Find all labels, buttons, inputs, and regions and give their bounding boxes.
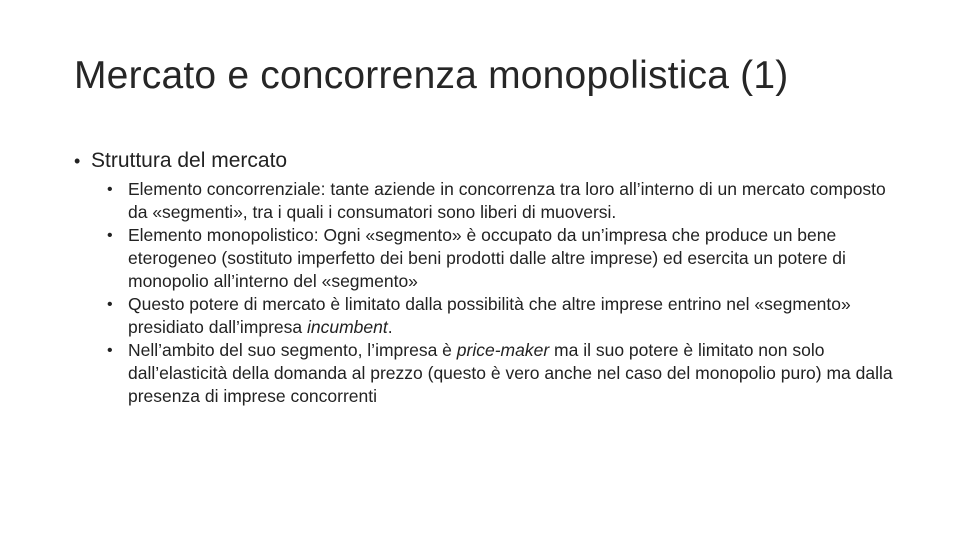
bullet-icon: • — [74, 151, 81, 171]
slide-content — [74, 146, 904, 408]
bullet-icon: • — [107, 227, 113, 244]
bullet-level2-item — [74, 178, 898, 224]
bullet-text-before: Questo potere di mercato è limitato dalla possibilità che altre imprese entrino nel «segmento» presidiato dall’impresa — [128, 294, 851, 337]
bullet-emphasis: incumbent — [306, 317, 388, 337]
bullet-emphasis: price-maker — [456, 340, 550, 360]
bullet-level2-item — [74, 339, 898, 408]
bullet-level1 — [74, 146, 904, 176]
bullet-level2-item — [74, 293, 898, 339]
bullet-text: Elemento monopolistico: Ogni «segmento» è occupato da un’impresa che produce un bene eterogeneo (sostituto imperfetto dei beni prodotti dalle altre imprese) ed esercita un potere di monopolio all’interno del «segmento» — [128, 225, 846, 291]
bullet-icon: • — [107, 181, 113, 198]
bullet-icon: • — [107, 296, 113, 313]
bullet-text-after: . — [387, 317, 393, 337]
bullet-icon: • — [107, 342, 113, 359]
bullet-text: Elemento concorrenziale: tante aziende in concorrenza tra loro all’interno di un mercato composto da «segmenti», tra i quali i consumatori sono liberi di muoversi. — [128, 179, 886, 222]
bullet-level1-text: Struttura del mercato — [91, 149, 288, 172]
slide-title: Mercato e concorrenza monopolistica (1) — [74, 54, 789, 97]
bullet-text-before: Nell’ambito del suo segmento, l’impresa è — [128, 340, 457, 360]
bullet-text-after: ma il suo potere è limitato non solo dall’elasticità della domanda al prezzo (questo è vero anche nel caso del monopolio puro) ma dalla presenza di imprese concorrenti — [128, 340, 893, 406]
bullet-level2-list — [74, 178, 904, 408]
bullet-level2-item — [74, 224, 898, 293]
